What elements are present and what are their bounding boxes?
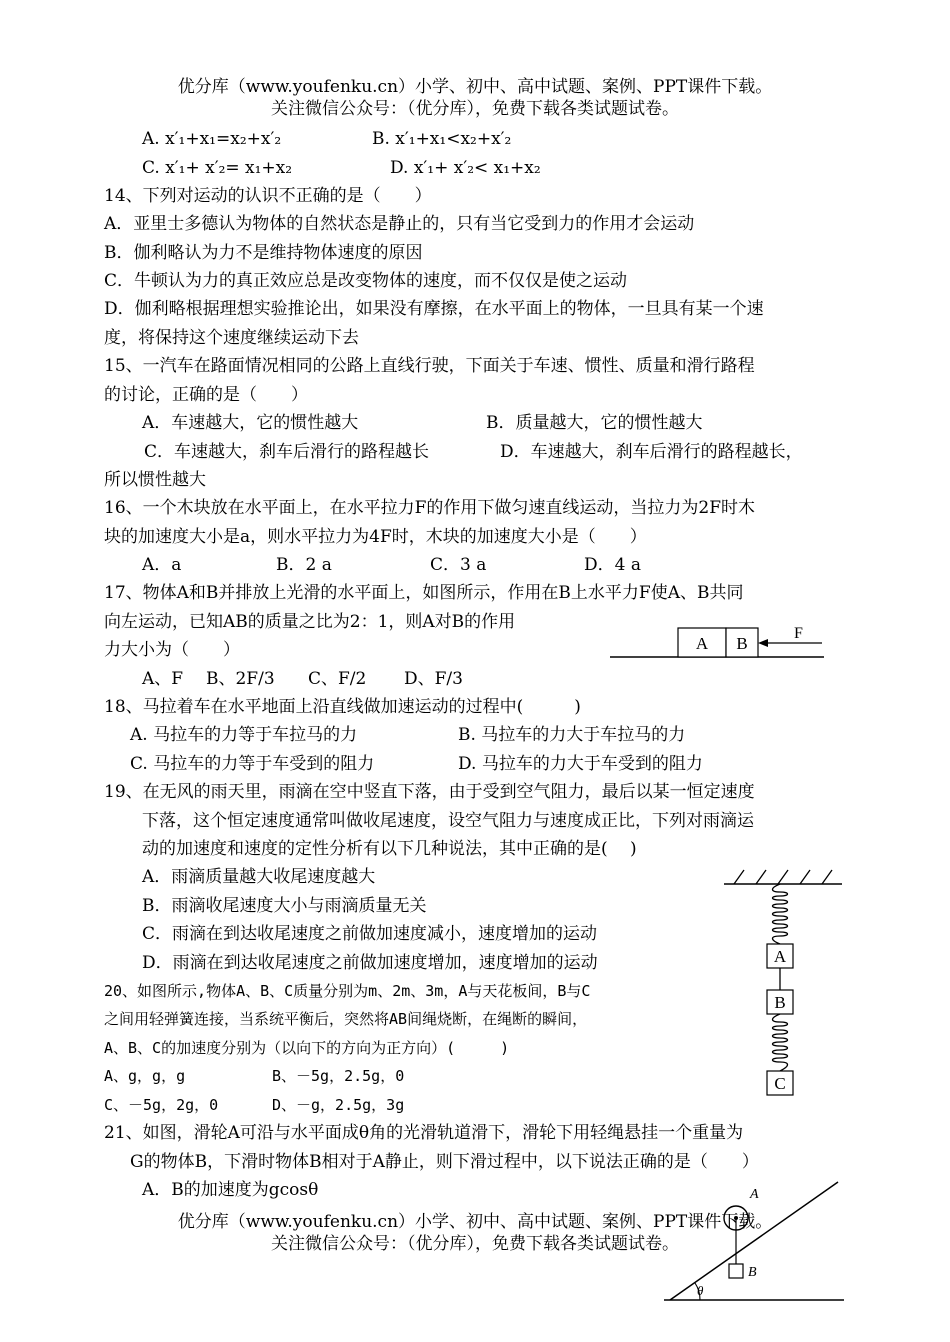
q16-option-d: D．4 a [584, 555, 641, 575]
q20-block-c-label: C [774, 1074, 786, 1093]
q16-stem-line1: 16、一个木块放在水平面上，在水平拉力F的作用下做匀速直线运动，当拉力为2F时木 [104, 498, 756, 518]
q13-option-b: B. x′₁+x₁<x₂+x′₂ [372, 129, 512, 149]
q17-stem-line2: 向左运动，已知AB的质量之比为2：1，则A对B的作用 [104, 612, 516, 632]
q19-stem-line1: 19、在无风的雨天里，雨滴在空中竖直下落，由于受到空气阻力，最后以某一恒定速度 [104, 782, 755, 802]
q18-stem: 18、马拉着车在水平地面上沿直线做加速运动的过程中( ) [104, 697, 581, 717]
q17-option-d: D、F/3 [404, 669, 463, 689]
q21-theta-label: θ [697, 1283, 704, 1298]
q19-stem-line3: 动的加速度和速度的定性分析有以下几种说法，其中正确的是( ) [142, 839, 637, 859]
q18-option-b: B. 马拉车的力大于车拉马的力 [458, 725, 686, 745]
q20-stem-line1: 20、如图所示,物体A、B、C质量分别为m、2m、3m，A与天花板间，B与C [104, 982, 591, 1000]
q19-option-b: B．雨滴收尾速度大小与雨滴质量无关 [142, 896, 427, 916]
q15-stem-line2: 的讨论，正确的是（ ） [104, 385, 308, 405]
q16-stem-line2: 块的加速度大小是a，则水平拉力为4F时，木块的加速度大小是（ ） [104, 527, 647, 547]
q16-option-a: A．a [142, 555, 182, 575]
q19-stem-line2: 下落，这个恒定速度通常叫做收尾速度，设空气阻力与速度成正比，下列对雨滴运 [142, 811, 754, 831]
q20-option-a: A、g，g，g [104, 1067, 186, 1085]
q21-stem-line2: G的物体B，下滑时物体B相对于A静止，则下滑过程中，以下说法正确的是（ ） [130, 1152, 759, 1172]
q14-option-d-line2: 度，将保持这个速度继续运动下去 [104, 328, 359, 348]
q20-figure [720, 868, 850, 1098]
q18-option-c: C. 马拉车的力等于车受到的阻力 [130, 754, 375, 774]
q15-option-b: B．质量越大，它的惯性越大 [486, 413, 703, 433]
q20-block-b-label: B [774, 993, 786, 1012]
q16-option-c: C．3 a [430, 555, 487, 575]
q15-stem-line1: 15、一汽车在路面情况相同的公路上直线行驶，下面关于车速、惯性、质量和滑行路程 [104, 356, 755, 376]
q21-stem-line1: 21、如图，滑轮A可沿与水平面成θ角的光滑轨道滑下，滑轮下用轻绳悬挂一个重量为 [104, 1123, 744, 1143]
q13-option-a: A. x′₁+x₁=x₂+x′₂ [142, 129, 282, 149]
q20-option-d: D、－g，2.5g，3g [272, 1096, 405, 1114]
q19-option-d: D．雨滴在到达收尾速度之前做加速度增加，速度增加的运动 [142, 953, 598, 973]
q14-option-a: A．亚里士多德认为物体的自然状态是静止的，只有当它受到力的作用才会运动 [104, 214, 695, 234]
q17-stem-line1: 17、物体A和B并排放上光滑的水平面上，如图所示，作用在B上水平力F使A、B共同 [104, 583, 744, 603]
q17-force-label: F [794, 625, 803, 642]
q18-option-d: D. 马拉车的力大于车受到的阻力 [458, 754, 703, 774]
q15-option-a: A．车速越大，它的惯性越大 [142, 413, 359, 433]
q14-stem: 14、下列对运动的认识不正确的是（ ） [104, 186, 432, 206]
q17-option-a: A、F [142, 669, 184, 689]
q14-option-b: B．伽利略认为力不是维持物体速度的原因 [104, 243, 423, 263]
header-line-1: 优分库（www.youfenku.cn）小学、初中、高中试题、案例、PPT课件下载。 [177, 77, 773, 97]
q19-option-a: A．雨滴质量越大收尾速度越大 [142, 867, 376, 887]
q15-option-d-line2: 所以惯性越大 [104, 470, 206, 490]
q16-option-b: B．2 a [276, 555, 332, 575]
q13-option-d: D. x′₁+ x′₂< x₁+x₂ [390, 158, 541, 178]
q17-figure [608, 622, 828, 662]
q14-option-c: C．牛顿认为力的真正效应总是改变物体的速度，而不仅仅是使之运动 [104, 271, 628, 291]
q20-option-c: C、－5g，2g，0 [104, 1096, 219, 1114]
q13-option-c: C. x′₁+ x′₂= x₁+x₂ [142, 158, 293, 178]
q19-option-c: C．雨滴在到达收尾速度之前做加速度减小，速度增加的运动 [142, 924, 598, 944]
footer-line-2: 关注微信公众号：（优分库），免费下载各类试题试卷。 [271, 1234, 679, 1254]
q20-option-b: B、－5g，2.5g，0 [272, 1067, 405, 1085]
q17-option-b: B、2F/3 [206, 669, 275, 689]
q17-block-a-label: A [695, 634, 709, 653]
q17-block-b-label: B [736, 634, 748, 653]
q21-block-b-label: B [748, 1265, 757, 1280]
header-line-2: 关注微信公众号：（优分库），免费下载各类试题试卷。 [271, 99, 679, 119]
q20-stem-line3: A、B、C的加速度分别为（以向下的方向为正方向）( ) [104, 1039, 510, 1057]
q20-block-a-label: A [773, 947, 787, 966]
q21-pulley-a-label: A [750, 1187, 759, 1202]
q17-stem-line3: 力大小为（ ） [104, 640, 240, 660]
q15-option-d-line1: D．车速越大，刹车后滑行的路程越长， [500, 442, 803, 462]
q15-option-c: C．车速越大，刹车后滑行的路程越长 [144, 442, 430, 462]
footer-line-1: 优分库（www.youfenku.cn）小学、初中、高中试题、案例、PPT课件下载。 [177, 1212, 773, 1232]
q14-option-d-line1: D．伽利略根据理想实验推论出，如果没有摩擦，在水平面上的物体，一旦具有某一个速 [104, 299, 764, 319]
q20-stem-line2: 之间用轻弹簧连接，当系统平衡后，突然将AB间绳烧断，在绳断的瞬间， [104, 1010, 588, 1028]
q17-option-c: C、F/2 [308, 669, 367, 689]
q21-option-a: A．B的加速度为gcosθ [142, 1180, 319, 1200]
q18-option-a: A. 马拉车的力等于车拉马的力 [130, 725, 358, 745]
